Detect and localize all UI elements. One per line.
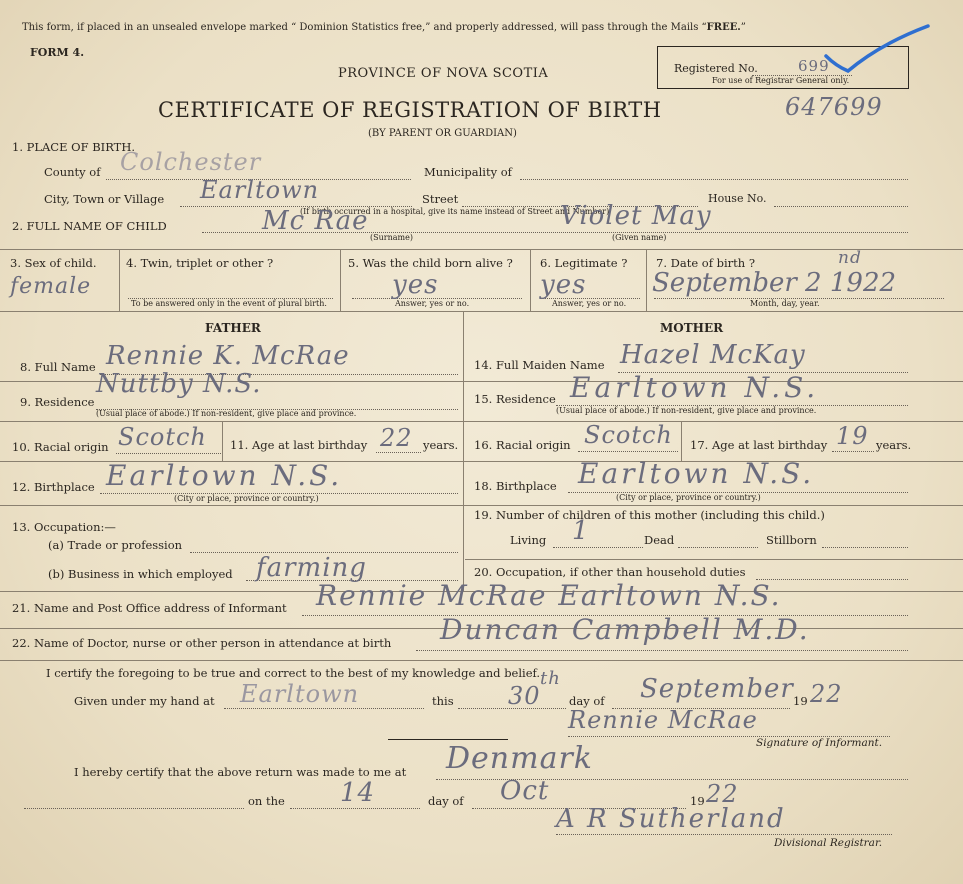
given-under-label: Given under my hand at (74, 694, 215, 708)
divider (0, 249, 963, 250)
alive-label: 5. Was the child born alive ? (348, 256, 513, 270)
registrar-year-prefix: 19 (690, 794, 705, 808)
signature-caption: Signature of Informant. (756, 737, 883, 749)
certification-year: 22 (810, 680, 843, 708)
doctor-value: Duncan Campbell M.D. (440, 613, 810, 646)
mother-occupation-label: 20. Occupation, if other than household duties (474, 565, 746, 579)
divider (119, 249, 120, 311)
legitimate-label: 6. Legitimate ? (540, 256, 628, 270)
mother-racial-label: 16. Racial origin (474, 438, 571, 452)
dob-caption: Month, day, year. (750, 299, 820, 308)
doctor-label: 22. Name of Doctor, nurse or other person in attendance at birth (12, 636, 392, 650)
dead-label: Dead (644, 533, 675, 547)
registrar-day-line (290, 808, 420, 809)
father-age-unit: years. (423, 438, 459, 452)
registrar-extra-line (24, 808, 244, 809)
surname-caption: (Surname) (370, 233, 413, 242)
living-value: 1 (572, 516, 590, 546)
divider (465, 559, 963, 560)
mail-notice-free: FREE. (706, 22, 741, 33)
on-the-label: on the (248, 794, 285, 808)
child-surname: Mc Rae (262, 206, 369, 236)
doctor-line (416, 650, 908, 651)
stillborn-label: Stillborn (766, 533, 817, 547)
city-value: Earltown (200, 176, 320, 204)
father-birthplace-caption: (City or place, province or country.) (174, 494, 319, 503)
certification-day-suffix: th (540, 668, 561, 689)
father-name-value: Rennie K. McRae (106, 341, 350, 371)
business-value: farming (256, 553, 367, 583)
father-heading: FATHER (205, 321, 261, 335)
legitimate-caption: Answer, yes or no. (552, 299, 627, 308)
house-label: House No. (708, 192, 767, 205)
given-place-line (224, 708, 424, 709)
registrar-year: 22 (706, 780, 739, 808)
day-of-label: day of (569, 694, 605, 708)
mother-birthplace-value: Earltown N.S. (578, 457, 815, 490)
registered-value: 699 (798, 57, 830, 75)
given-caption: (Given name) (612, 233, 667, 242)
house-line (774, 206, 908, 207)
certification-statement: I certify the foregoing to be true and correct to the best of my knowledge and belief. (46, 666, 541, 680)
father-racial-value: Scotch (118, 423, 207, 451)
registrar-day: 14 (340, 778, 376, 808)
twin-note: To be answered only in the event of plural birth. (131, 299, 327, 308)
handwritten-registration-number: 647699 (785, 93, 883, 121)
city-label: City, Town or Village (44, 192, 165, 206)
form-number: FORM 4. (30, 46, 85, 59)
father-birthplace-label: 12. Birthplace (12, 480, 95, 494)
father-racial-label: 10. Racial origin (12, 440, 109, 454)
mother-age-value: 19 (836, 422, 869, 450)
informant-signature: Rennie McRae (568, 706, 758, 734)
father-age-label: 11. Age at last birthday (230, 438, 368, 452)
mother-birthplace-caption: (City or place, province or country.) (616, 493, 761, 502)
registrar-caption: Divisional Registrar. (774, 837, 883, 849)
mail-notice-text: This form, if placed in an unsealed envelope marked “ Dominion Statistics free,” and properly addressed, will pass through the Mails “ (22, 22, 707, 33)
alive-value: yes (392, 270, 439, 300)
child-name-label: 2. FULL NAME OF CHILD (12, 219, 167, 233)
divider (0, 505, 963, 506)
divider (0, 660, 963, 661)
place-of-birth-heading: 1. PLACE OF BIRTH. (12, 140, 136, 154)
mother-racial-line (578, 451, 678, 452)
father-birthplace-value: Earltown N.S. (106, 459, 343, 492)
mail-notice (22, 23, 746, 33)
divider (0, 311, 963, 312)
year-prefix: 19 (793, 694, 808, 708)
divider (530, 249, 531, 311)
mother-name-label: 14. Full Maiden Name (474, 358, 605, 372)
father-residence-value: Nuttby N.S. (96, 369, 262, 399)
certificate-subtitle: (BY PARENT OR GUARDIAN) (368, 128, 517, 139)
mother-age-unit: years. (876, 438, 912, 452)
living-line (553, 547, 643, 548)
father-name-label: 8. Full Name (20, 360, 96, 374)
children-label: 19. Number of children of this mother (including this child.) (474, 508, 825, 522)
father-residence-caption: (Usual place of abode.) If non-resident, give place and province. (96, 409, 357, 418)
divider (463, 311, 464, 591)
divider (646, 249, 647, 311)
trade-label: (a) Trade or profession (48, 538, 183, 552)
county-label: County of (44, 165, 101, 179)
mother-residence-label: 15. Residence (474, 392, 556, 406)
certification-day: 30 (508, 682, 541, 710)
alive-caption: Answer, yes or no. (395, 299, 470, 308)
sex-label: 3. Sex of child. (10, 256, 97, 270)
mother-age-label: 17. Age at last birthday (690, 438, 828, 452)
legitimate-value: yes (540, 270, 587, 300)
registrar-signature: A R Sutherland (556, 804, 786, 834)
registrar-statement: I hereby certify that the above return was made to me at (74, 765, 407, 779)
certificate-title: CERTIFICATE OF REGISTRATION OF BIRTH (158, 98, 662, 122)
informant-value: Rennie McRae Earltown N.S. (316, 579, 782, 612)
twin-label: 4. Twin, triplet or other ? (126, 256, 274, 270)
mail-notice-close: ” (740, 22, 746, 33)
stillborn-line (822, 547, 908, 548)
hospital-note: (If birth occurred in a hospital, give its name instead of Street and Number) (300, 207, 610, 216)
dob-label: 7. Date of birth ? (656, 256, 756, 270)
mother-name-value: Hazel McKay (620, 340, 806, 370)
registrar-signature-line (556, 834, 892, 835)
business-label: (b) Business in which employed (48, 567, 233, 581)
mother-heading: MOTHER (660, 321, 724, 335)
municipality-label: Municipality of (424, 165, 512, 179)
sex-value: female (10, 274, 92, 299)
province-heading: PROVINCE OF NOVA SCOTIA (338, 66, 549, 81)
mother-birthplace-label: 18. Birthplace (474, 479, 557, 493)
registrar-day-of-label: day of (428, 794, 464, 808)
registered-label: Registered No. (674, 62, 758, 75)
child-given-name: Violet May (560, 201, 712, 231)
given-place-value: Earltown (240, 680, 360, 708)
divider (681, 421, 682, 461)
check-mark-icon (820, 22, 935, 77)
certification-month: September (640, 674, 794, 704)
living-label: Living (510, 533, 547, 547)
municipality-line (520, 179, 908, 180)
registrar-note: For use of Registrar General only. (712, 76, 850, 85)
divider (340, 249, 341, 311)
street-label: Street (422, 192, 459, 206)
father-age-value: 22 (380, 424, 413, 452)
dob-value: September 2 1922 (652, 268, 897, 298)
father-residence-label: 9. Residence (20, 395, 95, 409)
divider (0, 421, 963, 422)
divider (222, 421, 223, 461)
informant-label: 21. Name and Post Office address of Informant (12, 601, 287, 615)
father-racial-line (116, 453, 221, 454)
dob-suffix: nd (838, 248, 862, 268)
signature-divider (388, 739, 508, 740)
this-label: this (432, 694, 454, 708)
county-value: Colchester (120, 148, 262, 176)
mother-residence-value: Earltown N.S. (570, 371, 820, 404)
mother-age-line (832, 451, 874, 452)
mother-residence-caption: (Usual place of abode.) If non-resident, give place and province. (556, 406, 817, 415)
occupation-label: 13. Occupation:— (12, 520, 116, 534)
registrar-place: Denmark (446, 741, 593, 776)
dead-line (678, 547, 758, 548)
father-age-line (376, 452, 421, 453)
mother-racial-value: Scotch (584, 421, 673, 449)
registrar-month: Oct (500, 776, 550, 806)
